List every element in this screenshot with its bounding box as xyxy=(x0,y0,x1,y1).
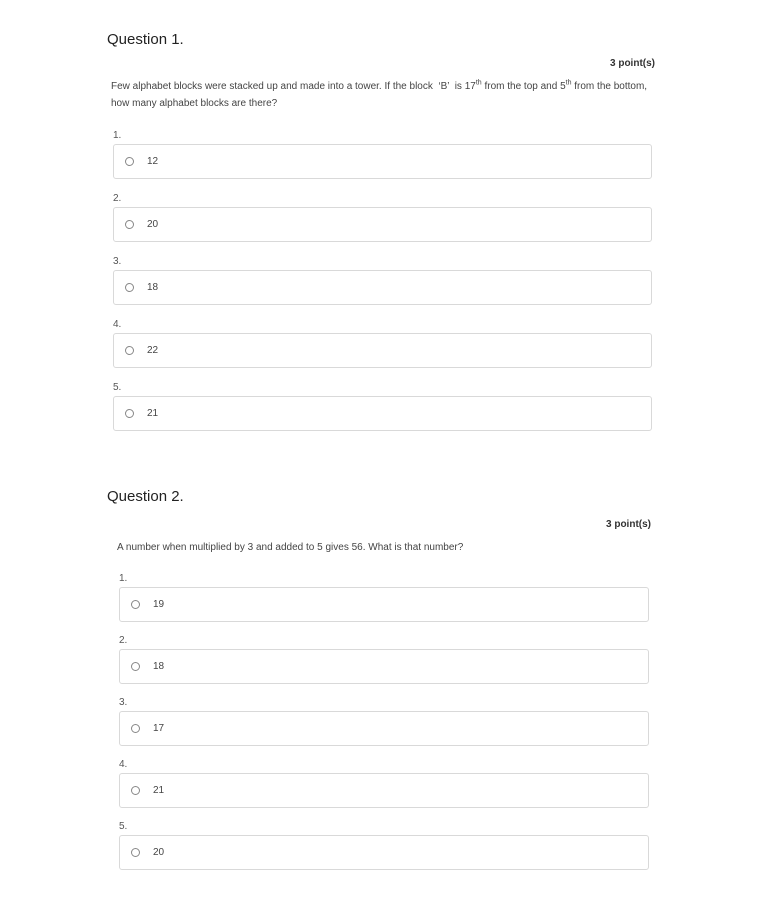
question-1-option-1[interactable] xyxy=(113,144,652,179)
option-label: 18 xyxy=(147,282,159,293)
question-2-option-2[interactable] xyxy=(119,649,649,684)
option-number: 4. xyxy=(119,759,128,770)
question-1-title: Question 1. xyxy=(107,31,184,48)
option-number: 1. xyxy=(119,573,128,584)
option-number: 3. xyxy=(113,256,122,267)
option-label: 22 xyxy=(147,345,159,356)
question-2-option-3[interactable] xyxy=(119,711,649,746)
question-1-prompt-part: from the top and 5 xyxy=(481,81,566,92)
option-label: 18 xyxy=(153,661,165,672)
question-1-option-4[interactable] xyxy=(113,333,652,368)
option-label: 20 xyxy=(147,219,159,230)
question-1-prompt-part: from the bottom, how many alphabet blocks are there? xyxy=(111,81,648,109)
option-label: 20 xyxy=(153,847,165,858)
radio-unchecked-icon[interactable] xyxy=(131,724,140,733)
option-number: 3. xyxy=(119,697,128,708)
question-2-option-5[interactable] xyxy=(119,835,649,870)
option-number: 2. xyxy=(119,635,128,646)
radio-unchecked-icon[interactable] xyxy=(125,220,134,229)
question-2-prompt: A number when multiplied by 3 and added to 5 gives 56. What is that number? xyxy=(117,542,464,553)
option-number: 1. xyxy=(113,130,122,141)
radio-unchecked-icon[interactable] xyxy=(131,786,140,795)
radio-unchecked-icon[interactable] xyxy=(131,848,140,857)
question-1-prompt xyxy=(111,78,651,112)
option-number: 5. xyxy=(113,382,122,393)
superscript: th xyxy=(565,79,572,87)
question-2-title: Question 2. xyxy=(107,488,184,505)
radio-unchecked-icon[interactable] xyxy=(125,283,134,292)
option-number: 4. xyxy=(113,319,122,330)
question-1-prompt-part: Few alphabet blocks were stacked up and made into a tower. If the block ‘B’ is 17 xyxy=(111,81,476,92)
question-1-option-5[interactable] xyxy=(113,396,652,431)
radio-unchecked-icon[interactable] xyxy=(125,157,134,166)
option-label: 17 xyxy=(153,723,165,734)
radio-unchecked-icon[interactable] xyxy=(131,662,140,671)
option-label: 19 xyxy=(153,599,165,610)
question-1-option-3[interactable] xyxy=(113,270,652,305)
option-label: 21 xyxy=(147,408,159,419)
question-2-points: 3 point(s) xyxy=(606,519,651,530)
question-2-option-1[interactable] xyxy=(119,587,649,622)
option-number: 5. xyxy=(119,821,128,832)
radio-unchecked-icon[interactable] xyxy=(125,346,134,355)
question-1-option-2[interactable] xyxy=(113,207,652,242)
question-1-points: 3 point(s) xyxy=(610,58,655,69)
option-label: 21 xyxy=(153,785,165,796)
option-number: 2. xyxy=(113,193,122,204)
radio-unchecked-icon[interactable] xyxy=(131,600,140,609)
radio-unchecked-icon[interactable] xyxy=(125,409,134,418)
option-label: 12 xyxy=(147,156,159,167)
superscript: th xyxy=(475,79,482,87)
question-2-option-4[interactable] xyxy=(119,773,649,808)
